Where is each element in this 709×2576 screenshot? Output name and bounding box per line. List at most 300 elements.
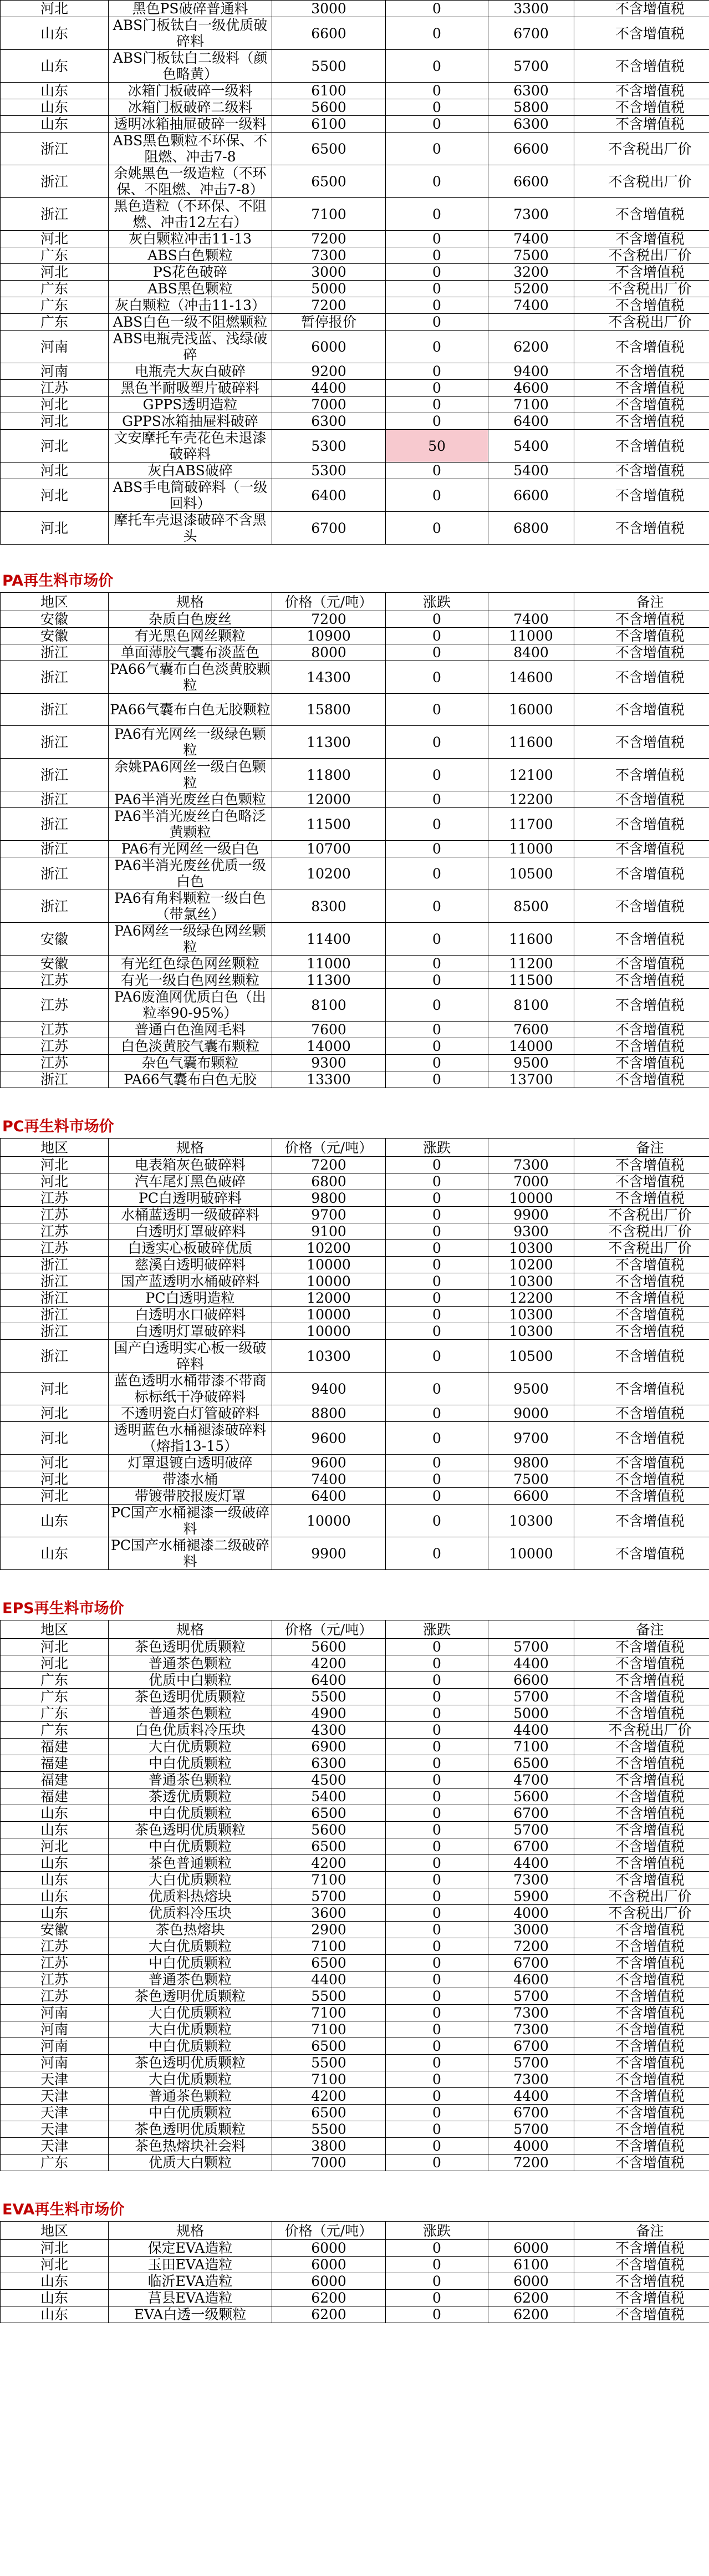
region-cell: 浙江: [1, 1071, 109, 1088]
spec-cell: 茶色透明优质颗粒: [109, 1822, 272, 1838]
value-cell: [488, 314, 574, 331]
change-cell: 0: [386, 2088, 488, 2105]
change-cell: 0: [386, 2273, 488, 2290]
region-cell: 河南: [1, 331, 109, 363]
spec-cell: ABS白色一级不阻燃颗粒: [109, 314, 272, 331]
region-cell: 天津: [1, 2121, 109, 2138]
value-cell: 7100: [488, 397, 574, 413]
price-cell: 10200: [272, 857, 386, 890]
value-cell: 5600: [488, 1789, 574, 1805]
spec-cell: ABS手电筒破碎料（一级回料）: [109, 479, 272, 512]
value-cell: 6600: [488, 479, 574, 512]
region-cell: 山东: [1, 1888, 109, 1905]
change-cell: 0: [386, 463, 488, 479]
spec-cell: 杂色气囊布颗粒: [109, 1055, 272, 1071]
note-cell: 不含增值税: [574, 1639, 709, 1655]
note-cell: 不含增值税: [574, 50, 709, 83]
section-eps: [0, 1598, 709, 2171]
region-cell: 河北: [1, 1157, 109, 1173]
value-cell: 4000: [488, 2138, 574, 2155]
change-cell: 0: [386, 1273, 488, 1290]
section-pa: [0, 570, 709, 1088]
table-row: [1, 1972, 709, 1988]
spec-cell: 文安摩托车壳花色未退漆破碎料: [109, 430, 272, 463]
table-row: [1, 413, 709, 430]
note-cell: 不含增值税: [574, 2005, 709, 2021]
region-cell: 江苏: [1, 1055, 109, 1071]
spec-cell: 优质料冷压块: [109, 1905, 272, 1922]
price-cell: 8100: [272, 989, 386, 1022]
spec-cell: 莒县EVA造粒: [109, 2290, 272, 2306]
table-row: [1, 463, 709, 479]
spec-cell: 中白优质颗粒: [109, 1805, 272, 1822]
region-cell: 河北: [1, 1455, 109, 1471]
spec-cell: 茶色透明优质颗粒: [109, 1639, 272, 1655]
table-row: [1, 841, 709, 857]
table-row: [1, 2121, 709, 2138]
price-cell: 5700: [272, 1888, 386, 1905]
note-cell: 不含增值税: [574, 1772, 709, 1789]
spec-cell: 灰白ABS破碎: [109, 463, 272, 479]
note-cell: 不含增值税: [574, 198, 709, 231]
change-cell: 0: [386, 1207, 488, 1223]
table-row: [1, 2290, 709, 2306]
spec-cell: PC白透明造粒: [109, 1290, 272, 1307]
spec-cell: 冰箱门板破碎一级料: [109, 83, 272, 99]
value-cell: 11200: [488, 956, 574, 972]
price-cell: 5400: [272, 1789, 386, 1805]
note-cell: 不含增值税: [574, 1705, 709, 1722]
price-cell: 6400: [272, 1672, 386, 1689]
price-cell: 9300: [272, 1055, 386, 1071]
table-row: [1, 430, 709, 463]
spec-cell: ABS白色颗粒: [109, 247, 272, 264]
table-row: [1, 1422, 709, 1455]
region-cell: 江苏: [1, 1988, 109, 2005]
price-cell: 10300: [272, 1340, 386, 1373]
value-cell: 5700: [488, 1639, 574, 1655]
change-cell: 0: [386, 247, 488, 264]
price-cell: 9400: [272, 1373, 386, 1405]
value-cell: 7500: [488, 1471, 574, 1488]
table-row: [1, 264, 709, 281]
region-cell: 山东: [1, 1872, 109, 1888]
region-cell: 浙江: [1, 133, 109, 165]
table-row: [1, 1838, 709, 1855]
table-row: [1, 2306, 709, 2323]
region-cell: 山东: [1, 1822, 109, 1838]
price-cell: 6300: [272, 413, 386, 430]
note-cell: 不含增值税: [574, 2273, 709, 2290]
value-cell: 11600: [488, 923, 574, 956]
note-cell: 不含增值税: [574, 264, 709, 281]
region-cell: 福建: [1, 1772, 109, 1789]
value-cell: 4400: [488, 1855, 574, 1872]
note-cell: 不含增值税: [574, 430, 709, 463]
region-cell: 江苏: [1, 1022, 109, 1038]
change-cell: 0: [386, 1173, 488, 1190]
note-cell: 不含增值税: [574, 841, 709, 857]
price-cell: 10000: [272, 1505, 386, 1537]
table-row: [1, 989, 709, 1022]
region-cell: 福建: [1, 1789, 109, 1805]
note-cell: 不含增值税: [574, 791, 709, 808]
note-cell: 不含增值税: [574, 1988, 709, 2005]
region-cell: 广东: [1, 297, 109, 314]
table-row: [1, 247, 709, 264]
region-cell: 河北: [1, 1373, 109, 1405]
price-cell: 11000: [272, 956, 386, 972]
price-cell: 9600: [272, 1422, 386, 1455]
region-cell: 浙江: [1, 1273, 109, 1290]
change-cell: 0: [386, 1405, 488, 1422]
region-cell: 江苏: [1, 1240, 109, 1257]
value-cell: 5900: [488, 1888, 574, 1905]
table-row: [1, 2021, 709, 2038]
note-cell: 不含增值税: [574, 1471, 709, 1488]
price-cell: 2900: [272, 1922, 386, 1938]
region-cell: 安徽: [1, 923, 109, 956]
price-cell: 14000: [272, 1038, 386, 1055]
note-cell: 不含增值税: [574, 1739, 709, 1755]
value-cell: 7400: [488, 297, 574, 314]
spec-cell: 蓝色透明水桶带漆不带商标标纸干净破碎料: [109, 1373, 272, 1405]
change-cell: 0: [386, 231, 488, 247]
value-cell: 8100: [488, 989, 574, 1022]
note-cell: 不含增值税: [574, 1022, 709, 1038]
price-cell: 8000: [272, 644, 386, 661]
value-cell: 10000: [488, 1537, 574, 1570]
region-cell: 广东: [1, 314, 109, 331]
note-cell: 不含增值税: [574, 17, 709, 50]
change-cell: 0: [386, 694, 488, 726]
value-cell: 11000: [488, 628, 574, 644]
price-table: [0, 2221, 709, 2323]
value-cell: 6700: [488, 2038, 574, 2055]
change-cell: 0: [386, 1655, 488, 1672]
value-cell: 6700: [488, 17, 574, 50]
value-cell: 9500: [488, 1055, 574, 1071]
price-cell: 9900: [272, 1537, 386, 1570]
value-cell: 5700: [488, 50, 574, 83]
region-cell: 广东: [1, 1672, 109, 1689]
region-cell: 山东: [1, 116, 109, 133]
region-cell: 山东: [1, 2290, 109, 2306]
spec-cell: 白透实心板破碎优质: [109, 1240, 272, 1257]
region-cell: 安徽: [1, 611, 109, 628]
note-cell: 不含增值税: [574, 628, 709, 644]
table-row: [1, 1373, 709, 1405]
note-cell: 不含增值税: [574, 923, 709, 956]
note-cell: 不含增值税: [574, 1938, 709, 1955]
region-cell: 山东: [1, 2306, 109, 2323]
spec-cell: 中白优质颗粒: [109, 1838, 272, 1855]
header-spec: 规格: [109, 1139, 272, 1157]
table-row: [1, 1772, 709, 1789]
region-cell: 江苏: [1, 1190, 109, 1207]
price-table: [0, 592, 709, 1088]
spec-cell: 保定EVA造粒: [109, 2240, 272, 2257]
table-row: [1, 890, 709, 923]
region-cell: 浙江: [1, 644, 109, 661]
note-cell: 不含增值税: [574, 989, 709, 1022]
region-cell: 山东: [1, 1805, 109, 1822]
spec-cell: PA6废渔网优质白色（出粒率90-95%）: [109, 989, 272, 1022]
change-cell: 0: [386, 628, 488, 644]
note-cell: 不含增值税: [574, 231, 709, 247]
price-cell: 13300: [272, 1071, 386, 1088]
spec-cell: PA6网丝一级绿色网丝颗粒: [109, 923, 272, 956]
header-price: 价格（元/吨）: [272, 593, 386, 611]
note-cell: 不含增值税: [574, 1340, 709, 1373]
note-cell: 不含增值税: [574, 1855, 709, 1872]
note-cell: 不含增值税: [574, 463, 709, 479]
price-cell: 7200: [272, 611, 386, 628]
change-cell: 0: [386, 791, 488, 808]
value-cell: 6800: [488, 512, 574, 545]
spec-cell: 灯罩退镀白透明破碎: [109, 1455, 272, 1471]
region-cell: 河北: [1, 1405, 109, 1422]
note-cell: 不含增值税: [574, 1672, 709, 1689]
change-cell: 0: [386, 397, 488, 413]
region-cell: 浙江: [1, 165, 109, 198]
price-cell: 7000: [272, 397, 386, 413]
change-cell: 0: [386, 1955, 488, 1972]
price-cell: 7100: [272, 198, 386, 231]
note-cell: 不含增值税: [574, 1872, 709, 1888]
price-cell: 5500: [272, 2121, 386, 2138]
spec-cell: 普通茶色颗粒: [109, 1705, 272, 1722]
change-cell: 0: [386, 1805, 488, 1822]
note-cell: 不含增值税: [574, 1822, 709, 1838]
price-cell: 10000: [272, 1273, 386, 1290]
change-cell: 0: [386, 2071, 488, 2088]
region-cell: 安徽: [1, 1922, 109, 1938]
value-cell: 7300: [488, 2005, 574, 2021]
table-row: [1, 231, 709, 247]
region-cell: 山东: [1, 1905, 109, 1922]
spec-cell: ABS黑色颗粒不环保、不阻燃、冲击7-8: [109, 133, 272, 165]
spec-cell: 茶色热熔块: [109, 1922, 272, 1938]
note-cell: 不含增值税: [574, 1488, 709, 1505]
price-table: [0, 0, 709, 545]
change-cell: 0: [386, 512, 488, 545]
spec-cell: PA6半消光废丝优质一级白色: [109, 857, 272, 890]
price-cell: 4400: [272, 380, 386, 397]
note-cell: 不含增值税: [574, 2290, 709, 2306]
price-cell: 7000: [272, 2155, 386, 2171]
table-row: [1, 2155, 709, 2171]
table-row: [1, 1307, 709, 1323]
price-cell: 9100: [272, 1223, 386, 1240]
note-cell: 不含增值税: [574, 1173, 709, 1190]
table-row: [1, 1905, 709, 1922]
table-row: [1, 2257, 709, 2273]
change-cell: 0: [386, 1223, 488, 1240]
price-cell: 11300: [272, 972, 386, 989]
spec-cell: 汽车尾灯黑色破碎: [109, 1173, 272, 1190]
price-cell: 5300: [272, 463, 386, 479]
spec-cell: 茶色透明优质颗粒: [109, 2055, 272, 2071]
note-cell: 不含增值税: [574, 479, 709, 512]
region-cell: 福建: [1, 1755, 109, 1772]
note-cell: 不含增值税: [574, 1290, 709, 1307]
header-note: 备注: [574, 2222, 709, 2240]
change-cell: 0: [386, 1157, 488, 1173]
region-cell: 浙江: [1, 1257, 109, 1273]
price-cell: 4200: [272, 1855, 386, 1872]
price-cell: 6100: [272, 83, 386, 99]
value-cell: 9800: [488, 1455, 574, 1471]
section-spacer: [0, 2171, 709, 2199]
change-cell: 0: [386, 1, 488, 17]
change-cell: 0: [386, 479, 488, 512]
note-cell: 不含增值税: [574, 694, 709, 726]
spec-cell: 茶色透明优质颗粒: [109, 2121, 272, 2138]
price-cell: 7100: [272, 2021, 386, 2038]
note-cell: 不含增值税: [574, 2121, 709, 2138]
region-cell: 山东: [1, 99, 109, 116]
price-cell: 11400: [272, 923, 386, 956]
spec-cell: PA6有光网丝一级绿色颗粒: [109, 726, 272, 759]
value-cell: 6600: [488, 1672, 574, 1689]
table-row: [1, 99, 709, 116]
spec-cell: 带镀带胶报废灯罩: [109, 1488, 272, 1505]
price-cell: 5000: [272, 281, 386, 297]
spec-cell: PC国产水桶褪漆二级破碎料: [109, 1537, 272, 1570]
region-cell: 山东: [1, 50, 109, 83]
table-row: [1, 1240, 709, 1257]
header-region: 地区: [1, 593, 109, 611]
spec-cell: 国产白透明实心板一级破碎料: [109, 1340, 272, 1373]
region-cell: 河北: [1, 264, 109, 281]
note-cell: 不含增值税: [574, 808, 709, 841]
value-cell: 7300: [488, 198, 574, 231]
price-cell: 3800: [272, 2138, 386, 2155]
table-row: [1, 83, 709, 99]
spec-cell: PA6有光网丝一级白色: [109, 841, 272, 857]
spec-cell: 优质料热熔块: [109, 1888, 272, 1905]
value-cell: 9700: [488, 1422, 574, 1455]
header-price: 价格（元/吨）: [272, 1620, 386, 1639]
value-cell: 7400: [488, 231, 574, 247]
spec-cell: 优质大白颗粒: [109, 2155, 272, 2171]
note-cell: 不含增值税: [574, 363, 709, 380]
price-cell: 3600: [272, 1905, 386, 1922]
value-cell: 3000: [488, 1922, 574, 1938]
change-cell: 50: [386, 430, 488, 463]
table-row: [1, 1672, 709, 1689]
change-cell: 0: [386, 1972, 488, 1988]
table-row: [1, 1705, 709, 1722]
spec-cell: 单面薄胶气囊布淡蓝色: [109, 644, 272, 661]
change-cell: 0: [386, 2005, 488, 2021]
table-row: [1, 1273, 709, 1290]
table-row: [1, 1872, 709, 1888]
value-cell: 4400: [488, 1655, 574, 1672]
price-cell: 7100: [272, 1872, 386, 1888]
region-cell: 天津: [1, 2105, 109, 2121]
value-cell: 4700: [488, 1772, 574, 1789]
table-row: [1, 1689, 709, 1705]
price-table: [0, 1620, 709, 2171]
note-cell: 不含增值税: [574, 331, 709, 363]
change-cell: 0: [386, 1290, 488, 1307]
header-spec: 规格: [109, 593, 272, 611]
table-row: [1, 1455, 709, 1471]
header-price: 价格（元/吨）: [272, 2222, 386, 2240]
price-cell: 10000: [272, 1307, 386, 1323]
region-cell: 天津: [1, 2071, 109, 2088]
region-cell: 河南: [1, 2005, 109, 2021]
region-cell: 河北: [1, 1838, 109, 1855]
change-cell: 0: [386, 116, 488, 133]
region-cell: 河北: [1, 479, 109, 512]
table-row: [1, 314, 709, 331]
spec-cell: PA6半消光废丝白色略泛黄颗粒: [109, 808, 272, 841]
region-cell: 江苏: [1, 1972, 109, 1988]
spec-cell: 茶色普通颗粒: [109, 1855, 272, 1872]
change-cell: 0: [386, 1038, 488, 1055]
table-row: [1, 281, 709, 297]
note-cell: 不含增值税: [574, 644, 709, 661]
spec-cell: 茶色热熔块社会料: [109, 2138, 272, 2155]
change-cell: 0: [386, 890, 488, 923]
region-cell: 江苏: [1, 972, 109, 989]
spec-cell: 不透明瓷白灯管破碎料: [109, 1405, 272, 1422]
spec-cell: 黑色造粒（不环保、不阻燃、冲击12左右）: [109, 198, 272, 231]
change-cell: 0: [386, 1822, 488, 1838]
region-cell: 山东: [1, 1537, 109, 1570]
value-cell: 11700: [488, 808, 574, 841]
change-cell: 0: [386, 1323, 488, 1340]
table-row: [1, 1223, 709, 1240]
value-cell: 6700: [488, 2105, 574, 2121]
region-cell: 广东: [1, 281, 109, 297]
value-cell: 7600: [488, 1022, 574, 1038]
region-cell: 河北: [1, 1639, 109, 1655]
change-cell: 0: [386, 1373, 488, 1405]
price-cell: 6000: [272, 2257, 386, 2273]
note-cell: 不含增值税: [574, 413, 709, 430]
value-cell: 10200: [488, 1257, 574, 1273]
value-cell: 3300: [488, 1, 574, 17]
region-cell: 浙江: [1, 198, 109, 231]
note-cell: 不含增值税: [574, 512, 709, 545]
spec-cell: 优质中白颗粒: [109, 1672, 272, 1689]
table-row: [1, 1805, 709, 1822]
region-cell: 广东: [1, 1705, 109, 1722]
note-cell: 不含税出厂价: [574, 1207, 709, 1223]
region-cell: 江苏: [1, 1207, 109, 1223]
region-cell: 江苏: [1, 380, 109, 397]
change-cell: 0: [386, 297, 488, 314]
region-cell: 浙江: [1, 808, 109, 841]
change-cell: 0: [386, 644, 488, 661]
note-cell: 不含增值税: [574, 2306, 709, 2323]
spec-cell: ABS门板钛白一级优质破碎料: [109, 17, 272, 50]
region-cell: 安徽: [1, 956, 109, 972]
spec-cell: 普通茶色颗粒: [109, 2088, 272, 2105]
price-cell: 5500: [272, 1988, 386, 2005]
table-row: [1, 1290, 709, 1307]
note-cell: 不含税出厂价: [574, 1905, 709, 1922]
value-cell: 6300: [488, 83, 574, 99]
table-row: [1, 611, 709, 628]
change-cell: 0: [386, 1471, 488, 1488]
region-cell: 山东: [1, 1855, 109, 1872]
change-cell: 0: [386, 1455, 488, 1471]
